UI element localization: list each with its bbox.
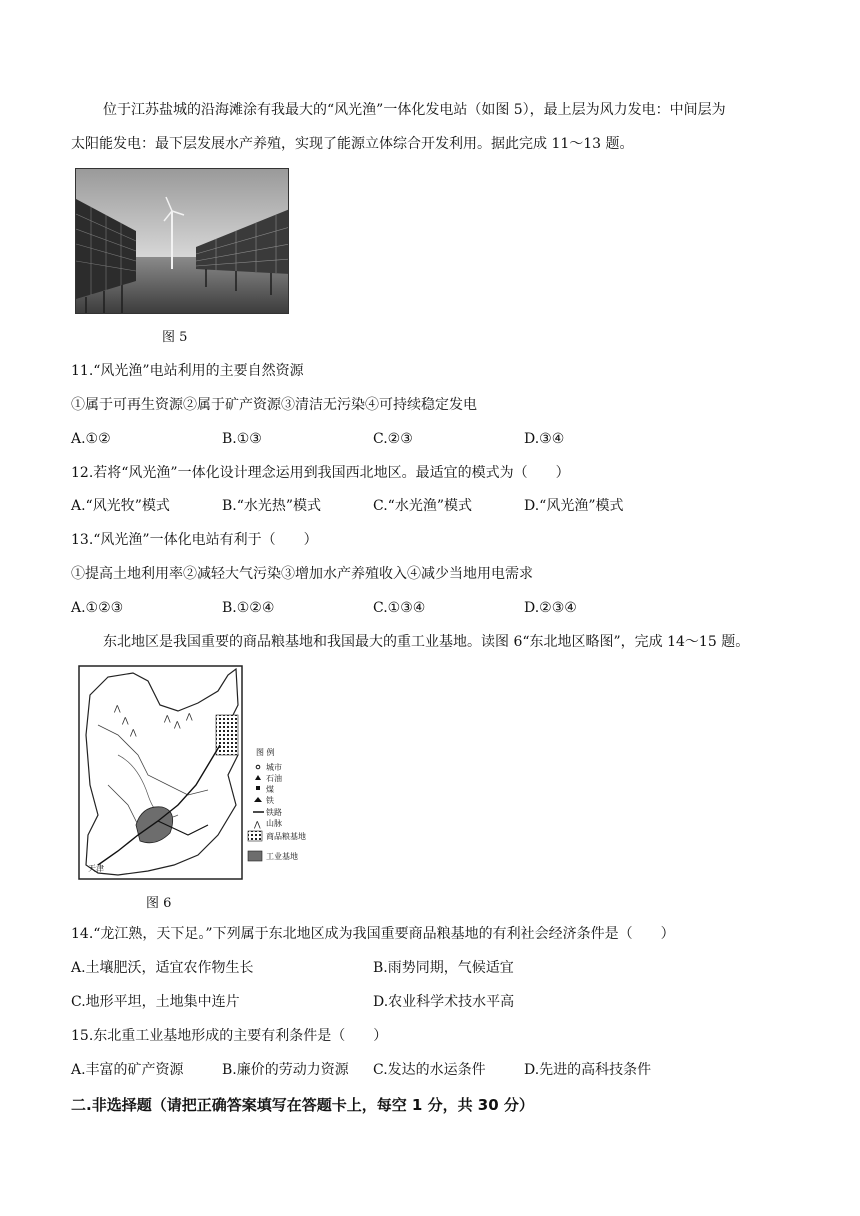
figure5-caption: 图 5 [162,330,188,345]
intro2-line1: 东北地区是我国重要的商品粮基地和我国最大的重工业基地。读图 6“东北地区略图”，完成 14～15 题。 [103,634,750,650]
legend-industrial-base: 工业基地 [266,852,298,861]
svg-text:⋀: ⋀ [164,714,171,723]
q14-option-d: D.农业科学术技水平高 [373,994,515,1010]
svg-text:⋀: ⋀ [122,716,129,725]
q13-stem: 13.“风光渔”一体化电站有利于（ ） [71,532,318,548]
q11-option-b: B.①③ [222,431,262,447]
q11-option-a: A.①② [71,431,111,447]
q12-option-a: A.“风光牧”模式 [71,498,170,514]
q13-statements: ①提高土地利用率②减轻大气污染③增加水产养殖收入④减少当地用电需求 [71,566,533,582]
legend-oil: 石油 [266,774,282,783]
svg-text:⋀: ⋀ [186,712,193,721]
q15-stem: 15.东北重工业基地形成的主要有利条件是（ ） [71,1028,388,1044]
figure6-map [78,665,326,881]
svg-text:⋀: ⋀ [130,728,137,737]
q11-statements: ①属于可再生资源②属于矿产资源③清洁无污染④可持续稳定发电 [71,397,477,413]
q11-option-c: C.②③ [373,431,413,447]
q14-option-a: A.土壤肥沃，适宜农作物生长 [71,960,254,976]
legend-city: 城市 [266,763,282,772]
q11-option-d: D.③④ [524,431,565,447]
q14-stem: 14.“龙江熟，天下足。”下列属于东北地区成为我国重要商品粮基地的有利社会经济条件是（ ） [71,926,675,942]
legend-railway: 铁路 [266,808,282,817]
legend-coal: 煤 [266,785,274,794]
legend-title: 图 例 [256,748,275,757]
svg-text:⋀: ⋀ [114,704,121,713]
q15-option-d: D.先进的高科技条件 [524,1062,652,1078]
legend-iron: 铁 [266,796,274,805]
q13-option-b: B.①②④ [222,600,275,616]
q13-option-c: C.①③④ [373,600,426,616]
legend-grain-base: 商品粮基地 [266,832,306,841]
q12-option-d: D.“风光渔”模式 [524,498,624,514]
q12-option-c: C.“水光渔”模式 [373,498,472,514]
q13-option-a: A.①②③ [71,600,124,616]
figure5-photo [75,168,289,314]
q15-option-c: C.发达的水运条件 [373,1062,486,1078]
q15-option-a: A.丰富的矿产资源 [71,1062,184,1078]
q14-option-c: C.地形平坦，土地集中连片 [71,994,240,1010]
svg-text:⋀: ⋀ [254,820,261,829]
intro1-line1: 位于江苏盐城的沿海滩涂有我最大的“风光渔”一体化发电站（如图 5），最上层为风力发电：中间层为 [103,102,726,118]
q11-stem: 11.“风光渔”电站利用的主要自然资源 [71,363,304,379]
legend-mountain: 山脉 [266,819,282,828]
q12-option-b: B.“水光热”模式 [222,498,322,514]
q13-option-d: D.②③④ [524,600,577,616]
figure6-caption: 图 6 [146,896,172,911]
intro1-line2: 太阳能发电：最下层发展水产养殖，实现了能源立体综合开发利用。据此完成 11～13 题。 [71,136,634,152]
svg-text:⋀: ⋀ [174,720,181,729]
q15-option-b: B.廉价的劳动力资源 [222,1062,349,1078]
q12-stem: 12.若将“风光渔”一体化设计理念运用到我国西北地区。最适宜的模式为（ ） [71,465,570,481]
map-city-label: 天津 [88,864,104,873]
q14-option-b: B.雨势同期，气候适宜 [373,960,514,976]
section2-title: 二.非选择题（请把正确答案填写在答题卡上，每空 1 分，共 30 分） [71,1096,534,1114]
